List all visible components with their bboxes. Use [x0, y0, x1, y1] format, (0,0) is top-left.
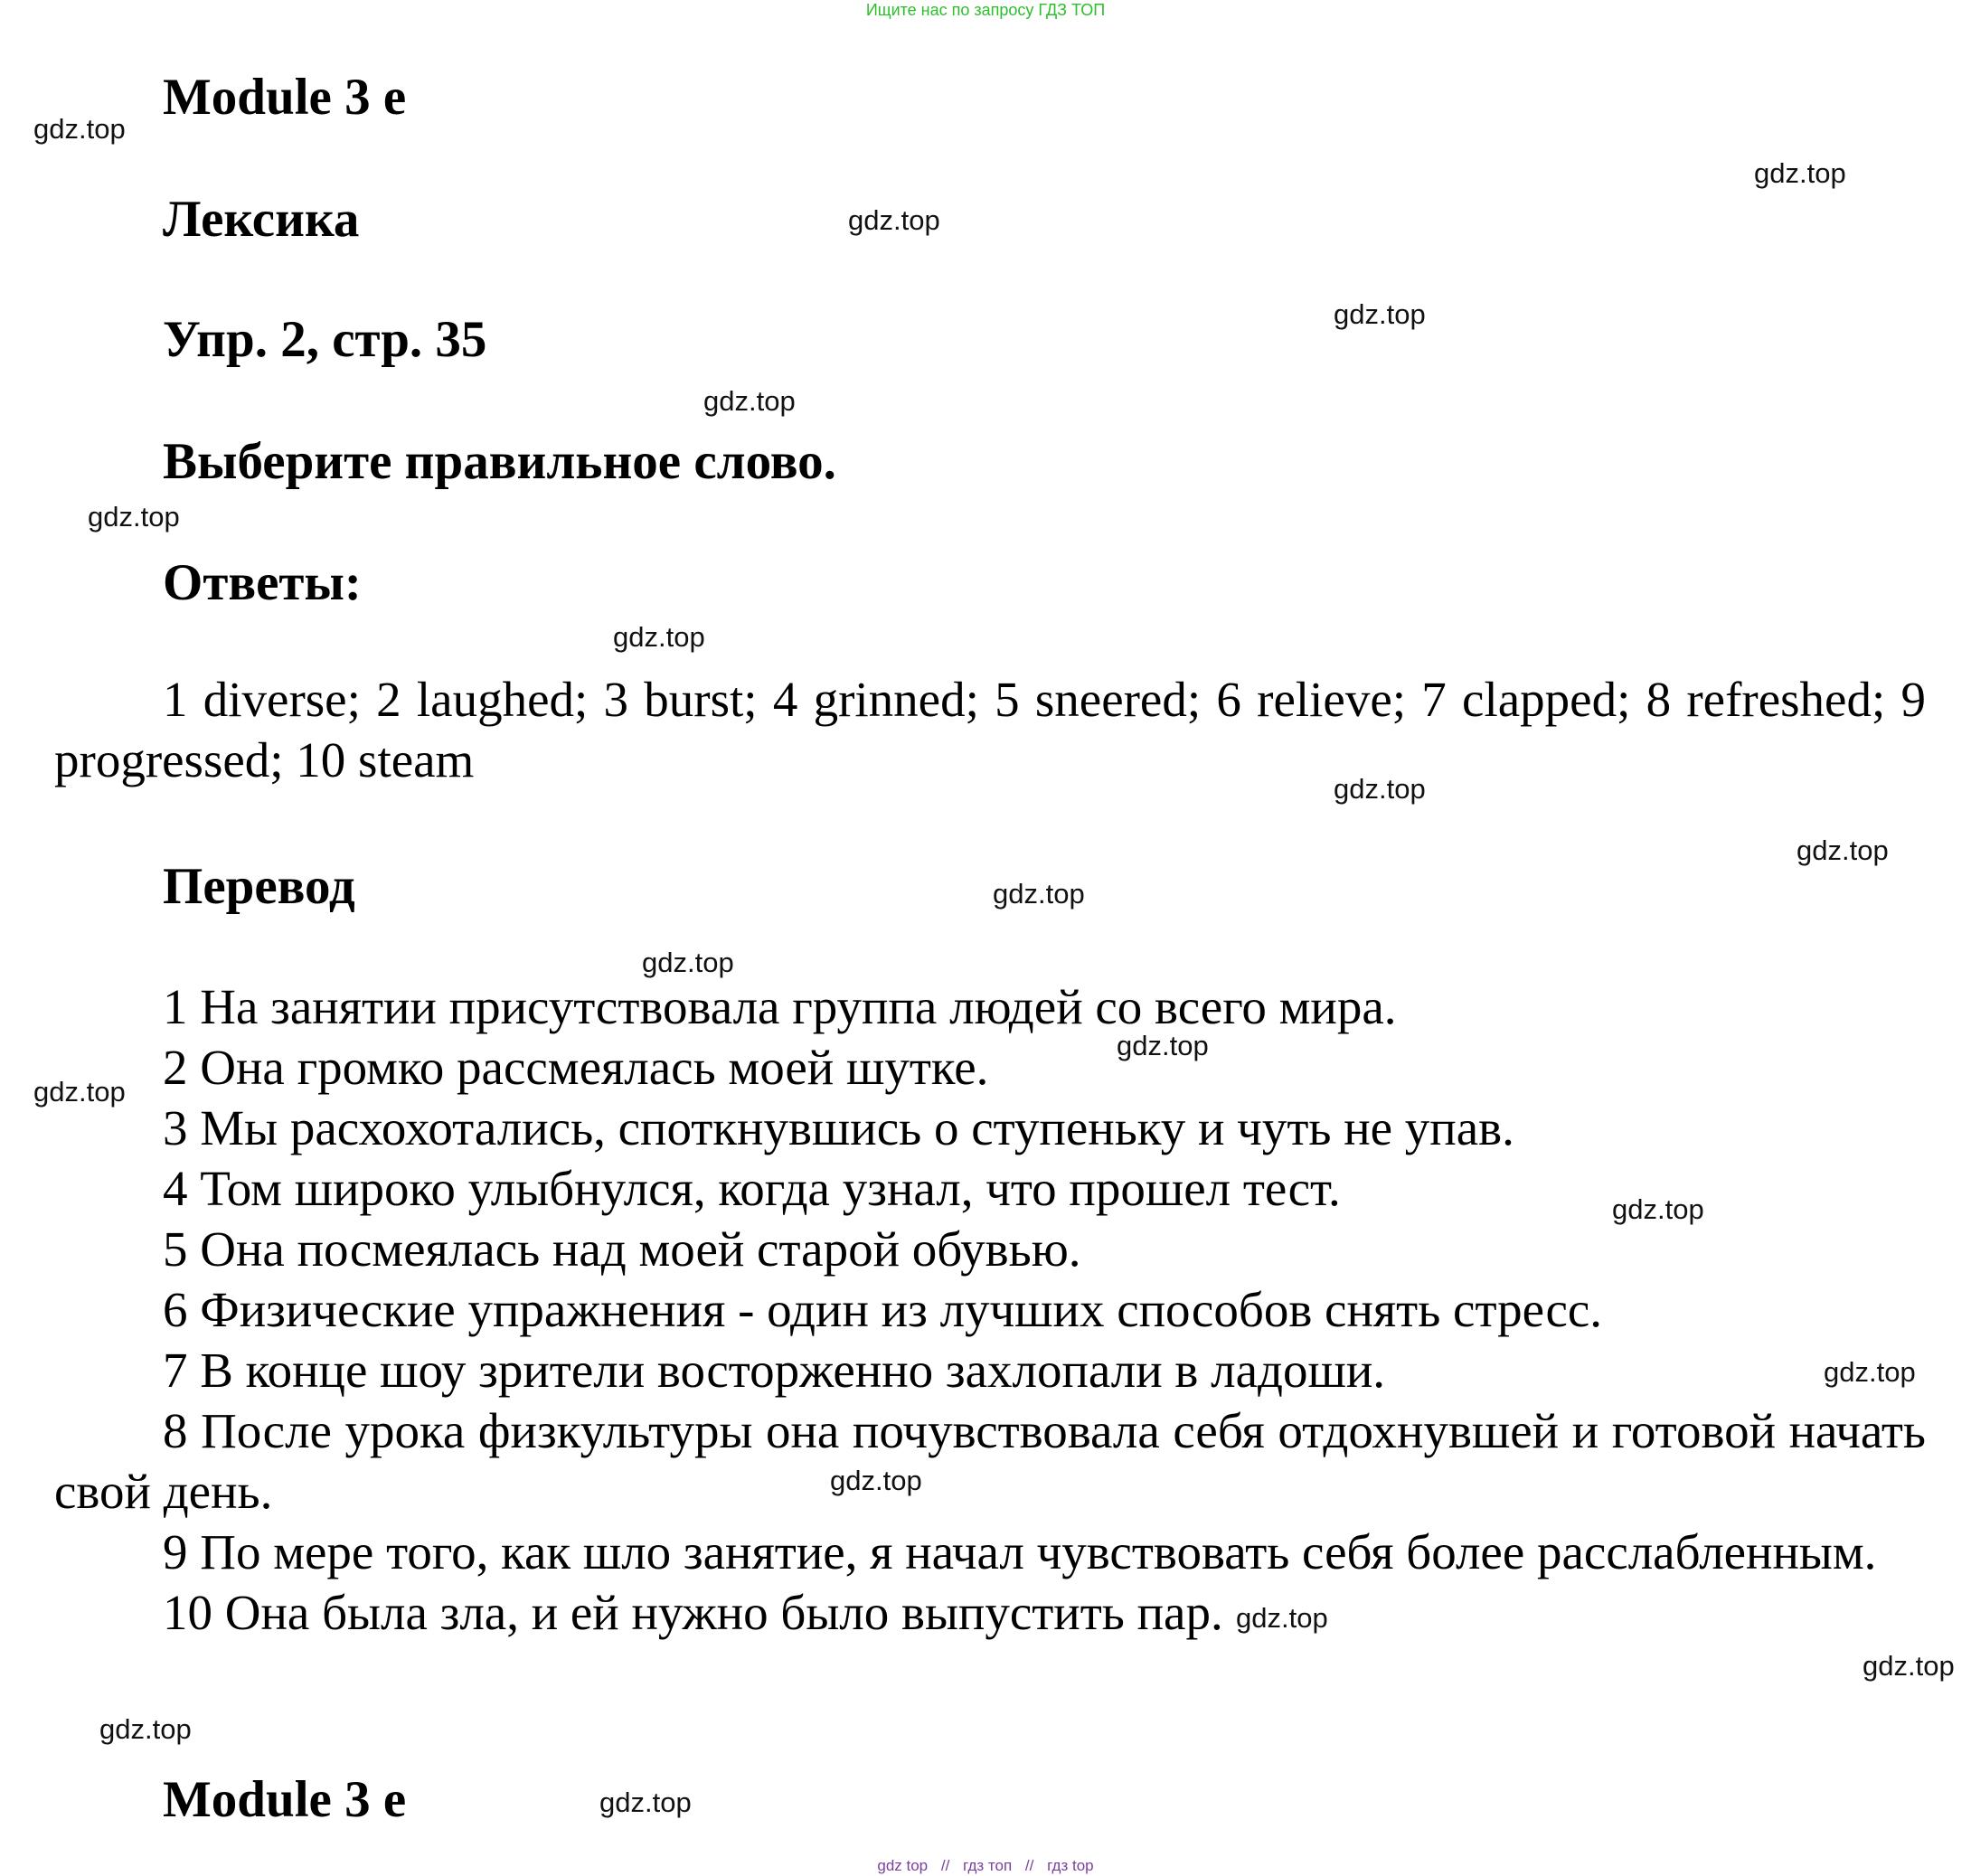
module-title-top: Module 3 e: [163, 69, 407, 126]
footer-link[interactable]: гдз top: [1047, 1857, 1094, 1874]
footer: [0, 1857, 1971, 1875]
watermark: gdz.top: [33, 1076, 126, 1108]
footer-separator: //: [1024, 1857, 1034, 1874]
watermark: gdz.top: [33, 113, 126, 145]
task-instruction: Выберите правильное слово.: [163, 433, 836, 490]
section-lexicon: Лексика: [163, 191, 360, 248]
watermark: gdz.top: [703, 385, 796, 417]
translation-list: [54, 976, 1926, 1643]
watermark: gdz.top: [1754, 157, 1846, 189]
translation-item: 7 В конце шоу зрители восторженно захлопали в ладоши.: [163, 1343, 1386, 1398]
watermark: gdz.top: [642, 947, 734, 978]
answers-text: 1 diverse; 2 laughed; 3 burst; 4 grinned; 5 sneered; 6 relieve; 7 clapped; 8 refreshed; 9 progressed; 10 steam: [54, 672, 1926, 787]
module-title-bottom: Module 3 e: [163, 1771, 407, 1828]
watermark: gdz.top: [1863, 1650, 1955, 1682]
watermark: gdz.top: [1612, 1193, 1704, 1225]
exercise-ref: Упр. 2, стр. 35: [163, 311, 487, 368]
translation-item: 9 По мере того, как шло занятие, я начал чувствовать себя более расслабленным.: [163, 1524, 1877, 1579]
answers-title: Ответы:: [163, 554, 362, 611]
footer-link[interactable]: гдз топ: [963, 1857, 1013, 1874]
translation-title: Перевод: [163, 858, 355, 915]
watermark: gdz.top: [1236, 1602, 1328, 1634]
watermark: gdz.top: [1117, 1030, 1209, 1061]
watermark: gdz.top: [848, 204, 940, 236]
watermark: gdz.top: [993, 878, 1085, 910]
watermark: gdz.top: [830, 1465, 922, 1496]
translation-item: 4 Том широко улыбнулся, когда узнал, что прошел тест.: [163, 1161, 1341, 1216]
translation-item: 3 Мы расхохотались, споткнувшись о ступеньку и чуть не упав.: [163, 1100, 1514, 1155]
watermark: gdz.top: [599, 1786, 692, 1818]
translation-item: 2 Она громко рассмеялась моей шутке.: [163, 1040, 989, 1095]
watermark: gdz.top: [1334, 298, 1426, 330]
translation-item: 6 Физические упражнения - один из лучших способов снять стресс.: [163, 1282, 1603, 1337]
watermark: gdz.top: [1334, 773, 1426, 805]
translation-item: 10 Она была зла, и ей нужно было выпустить пар.: [163, 1585, 1223, 1640]
footer-separator: //: [940, 1857, 950, 1874]
translation-item: 1 На занятии присутствовала группа людей со всего мира.: [163, 979, 1397, 1034]
watermark: gdz.top: [1824, 1356, 1916, 1388]
translation-item: 5 Она посмеялась над моей старой обувью.: [163, 1221, 1081, 1277]
watermark: gdz.top: [88, 501, 180, 533]
watermark: gdz.top: [613, 621, 705, 653]
top-banner: Ищите нас по запросу ГДЗ ТОП: [865, 1, 1106, 19]
translation-item: 8 После урока физкультуры она почувствовала себя отдохнувшей и готовой начать свой день.: [54, 1403, 1926, 1519]
watermark: gdz.top: [1797, 834, 1889, 866]
watermark: gdz.top: [99, 1713, 192, 1745]
footer-link[interactable]: gdz top: [877, 1857, 929, 1874]
